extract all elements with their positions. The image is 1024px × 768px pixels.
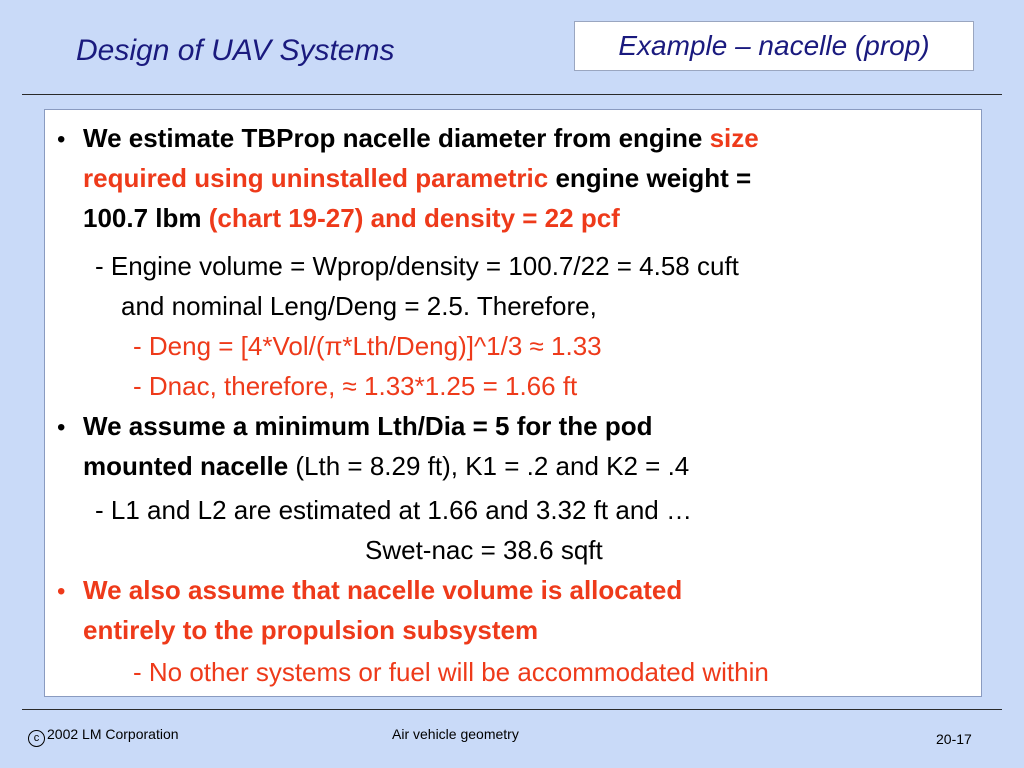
content-panel [44,109,982,697]
bullet-1-line-2 [83,162,751,194]
bullet-marker: • [57,578,66,605]
bullet-1-text: We estimate TBProp nacelle diameter from engine [83,123,710,153]
footer-copyright [28,726,179,747]
copyright-icon: c [28,730,45,747]
bullet-marker: • [57,126,66,153]
example-label: Example – nacelle (prop) [574,21,974,71]
sub-point-1-line-4: - Dnac, therefore, ≈ 1.33*1.25 = 1.66 ft [133,371,578,401]
bullet-3-line-2: entirely to the propulsion subsystem [83,615,539,645]
bullet-2-line-1: We assume a minimum Lth/Dia = 5 for the pod [83,411,653,441]
sub-point-2-line-1: - L1 and L2 are estimated at 1.66 and 3.32 ft and … [95,495,692,525]
bullet-1-text: 100.7 lbm [83,203,209,233]
sub-point-2-line-2: Swet-nac = 38.6 sqft [365,535,603,565]
sub-point-1-line-1: - Engine volume = Wprop/density = 100.7/22 = 4.58 cuft [95,251,739,281]
bullet-1-highlight: required using uninstalled parametric [83,163,549,193]
sub-point-1-line-2: and nominal Leng/Deng = 2.5. Therefore, [121,291,597,321]
bullet-1-highlight: size [709,123,759,153]
footer-divider [22,709,1002,710]
bullet-1-highlight: (chart 19-27) and density = 22 pcf [208,203,620,233]
header-divider [22,94,1002,95]
footer-section-title: Air vehicle geometry [392,726,519,742]
bullet-1-line-1 [83,122,759,154]
slide-title: Design of UAV Systems [76,34,395,67]
bullet-1-line-3 [83,202,620,234]
bullet-1-text: engine weight = [548,163,752,193]
sub-point-1-line-3: - Deng = [4*Vol/(π*Lth/Deng)]^1/3 ≈ 1.33 [133,331,602,361]
bullet-3-line-1: We also assume that nacelle volume is allocated [83,575,683,605]
bullet-marker: • [57,414,66,441]
bullet-2-text: (Lth = 8.29 ft), K1 = .2 and K2 = .4 [288,451,690,481]
bullet-2-line-2 [83,450,689,482]
page-number: 20-17 [936,731,972,747]
bullet-3-sub-point: - No other systems or fuel will be accommodated within [133,657,769,687]
copyright-text: 2002 LM Corporation [47,726,179,742]
bullet-2-emphasis: mounted nacelle [83,451,289,481]
